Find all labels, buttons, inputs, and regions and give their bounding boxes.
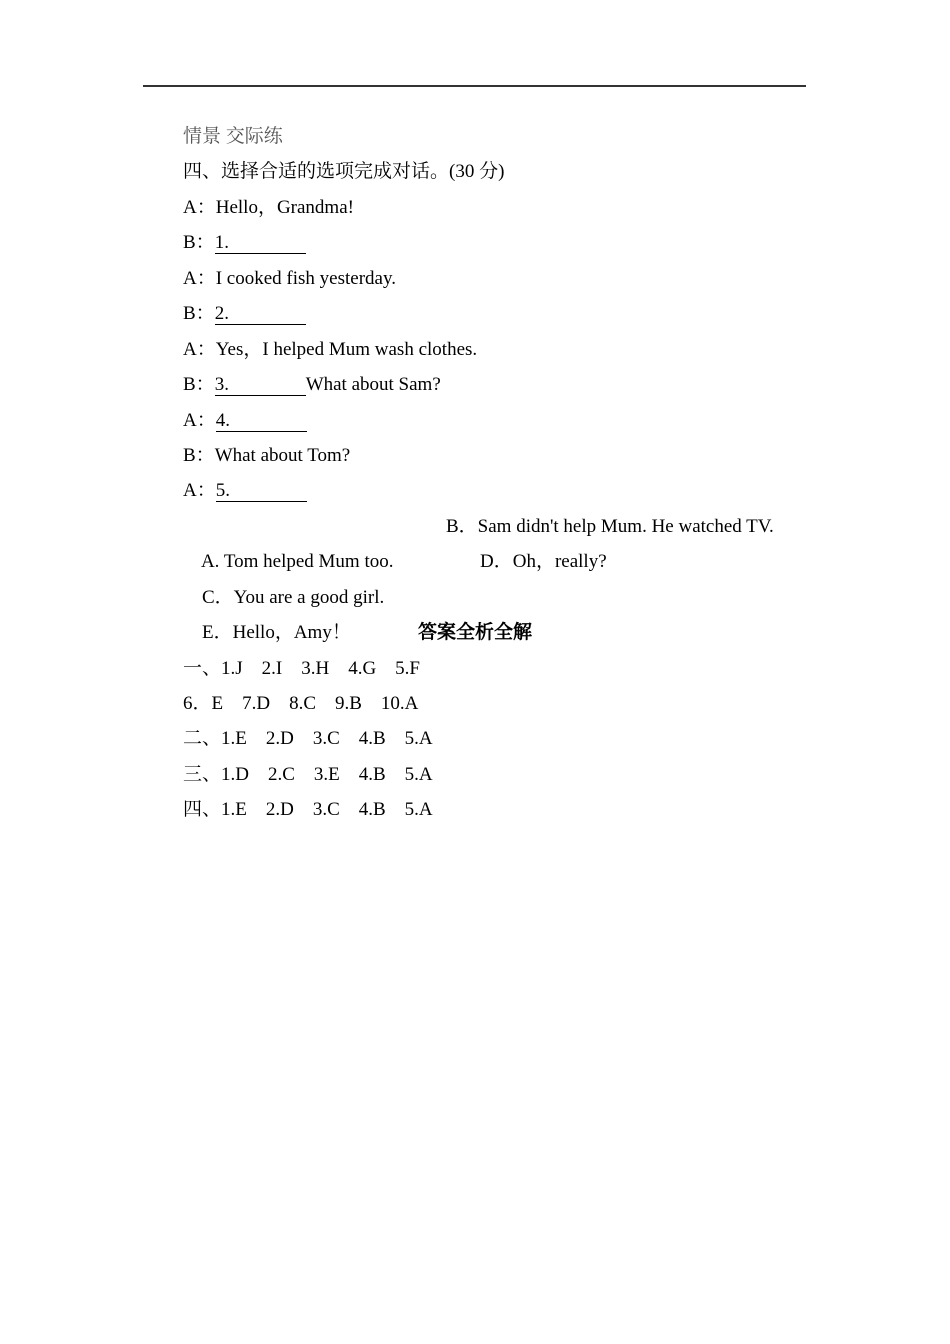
dialogue-line-2 <box>183 225 823 260</box>
answer-blank-4: 4. <box>216 411 307 432</box>
answer-line-4: 三、1.D 2.C 3.E 4.B 5.A <box>183 763 433 785</box>
header-rule <box>143 85 806 87</box>
dialogue-line-4 <box>183 296 823 331</box>
option-d: D．Oh，really? <box>480 551 607 573</box>
answer-blank-1: 1. <box>215 233 306 254</box>
section-label: 情景 交际练 <box>183 126 283 147</box>
option-c: C．You are a good girl. <box>202 586 385 608</box>
answer-line-2: 6．E 7.D 8.C 9.B 10.A <box>183 693 419 714</box>
dialogue-text: What about Sam? <box>305 374 441 396</box>
answer-line-3: 二、1.E 2.D 3.C 4.B 5.A <box>183 728 433 750</box>
dialogue-speaker: A： <box>183 338 216 360</box>
option-b: B．Sam didn't help Mum. He watched TV. <box>446 515 774 537</box>
answer-line-5: 四、1.E 2.D 3.C 4.B 5.A <box>183 799 433 821</box>
dialogue-text: Hello，Grandma! <box>215 196 354 218</box>
dialogue-line-1 <box>183 190 823 225</box>
dialogue-line-6 <box>183 367 823 402</box>
dialogue-text: I cooked fish yesterday. <box>215 267 396 289</box>
dialogue-speaker: A： <box>183 196 216 218</box>
dialogue-text: Yes，I helped Mum wash clothes. <box>215 338 478 360</box>
answer-blank-5: 5. <box>216 481 307 502</box>
answer-blank-2: 2. <box>215 304 306 325</box>
dialogue-speaker: B： <box>183 303 215 325</box>
options-row-2 <box>183 544 823 608</box>
dialogue-speaker: A： <box>183 480 216 502</box>
answers-title: 答案全析全解 <box>417 622 532 644</box>
dialogue-text: What about Tom? <box>214 444 351 466</box>
dialogue-line-7 <box>183 403 823 438</box>
option-e: E．Hello，Amy！ <box>202 622 351 644</box>
dialogue-speaker: B： <box>183 232 215 254</box>
answer-line-1: 一、1.J 2.I 3.H 4.G 5.F <box>183 657 420 679</box>
document-body <box>183 119 823 828</box>
dialogue-line-9 <box>183 473 823 508</box>
exercise-title: 四、选择合适的选项完成对话。(30 分) <box>183 161 505 183</box>
dialogue-speaker: B： <box>183 444 215 466</box>
option-a: A. Tom helped Mum too. <box>200 551 394 573</box>
dialogue-speaker: A： <box>183 267 216 289</box>
dialogue-line-8 <box>183 438 823 473</box>
dialogue-speaker: B： <box>183 374 215 396</box>
dialogue-speaker: A： <box>183 409 216 431</box>
dialogue-line-3 <box>183 261 823 296</box>
dialogue-line-5 <box>183 332 823 367</box>
answer-blank-3: 3. <box>215 375 306 396</box>
